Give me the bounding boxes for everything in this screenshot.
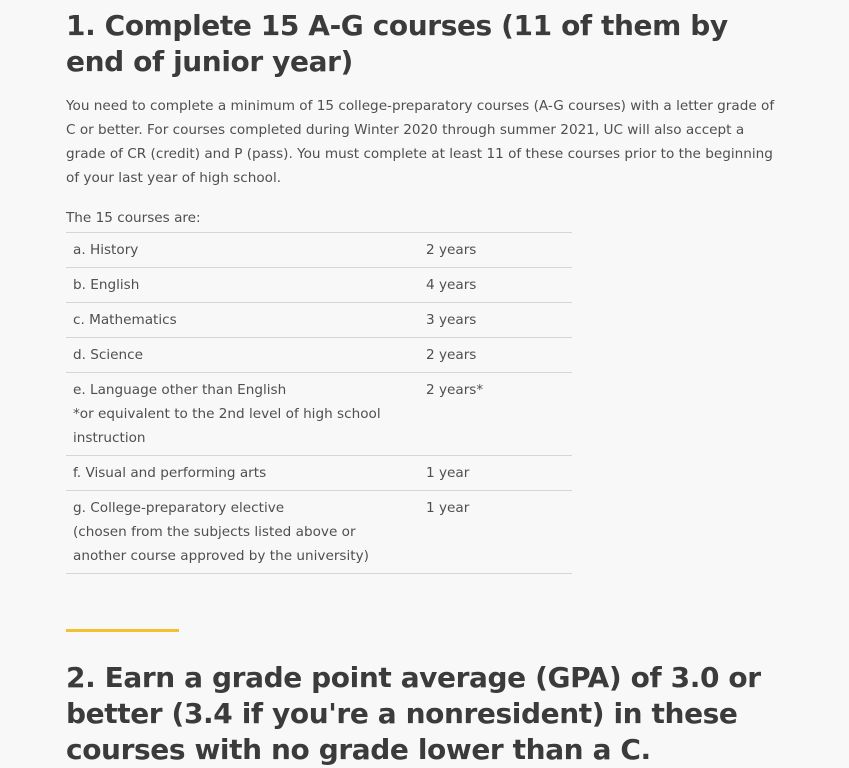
course-subject: b. English [73,277,140,293]
table-row [66,303,572,338]
table-row [66,456,572,491]
course-note: (chosen from the subjects listed above or another course approved by the university) [73,524,369,564]
course-subject-cell [66,338,419,373]
main-content [66,0,806,768]
table-row [66,268,572,303]
courses-table [66,232,572,574]
course-note: *or equivalent to the 2nd level of high school instruction [73,406,381,446]
section-2-heading: 2. Earn a grade point average (GPA) of 3.0 or better (3.4 if you're a nonresident) in these courses with no grade lower than a C. [66,661,761,766]
accent-divider [66,629,179,632]
course-subject: c. Mathematics [73,312,177,328]
table-row [66,373,572,456]
course-requirement: 1 year [419,456,572,491]
table-row [66,491,572,574]
course-subject-cell [66,233,419,268]
course-subject-cell [66,491,419,574]
course-subject-cell [66,303,419,338]
table-row [66,233,572,268]
section-1-intro: You need to complete a minimum of 15 college-preparatory courses (A-G courses) with a letter grade of C or better. For courses completed during Winter 2020 through summer 2021, UC will also accept a grade of CR (credit) and P (pass). You must complete at least 11 of these courses prior to the beginning of your last year of high school. [66,98,775,186]
course-requirement: 1 year [419,491,572,574]
table-row [66,338,572,373]
course-requirement: 2 years [419,233,572,268]
course-subject: f. Visual and performing arts [73,465,267,481]
section-1-heading: 1. Complete 15 A-G courses (11 of them by end of junior year) [66,9,728,78]
course-subject: a. History [73,242,139,258]
course-requirement: 3 years [419,303,572,338]
course-subject: e. Language other than English [73,382,287,398]
course-requirement: 2 years [419,338,572,373]
course-subject-cell [66,268,419,303]
course-subject-cell [66,456,419,491]
courses-lead-text: The 15 courses are: [66,210,201,226]
course-subject: g. College-preparatory elective [73,500,285,516]
course-subject: d. Science [73,347,143,363]
course-requirement: 4 years [419,268,572,303]
course-requirement: 2 years* [419,373,572,456]
course-subject-cell [66,373,419,456]
